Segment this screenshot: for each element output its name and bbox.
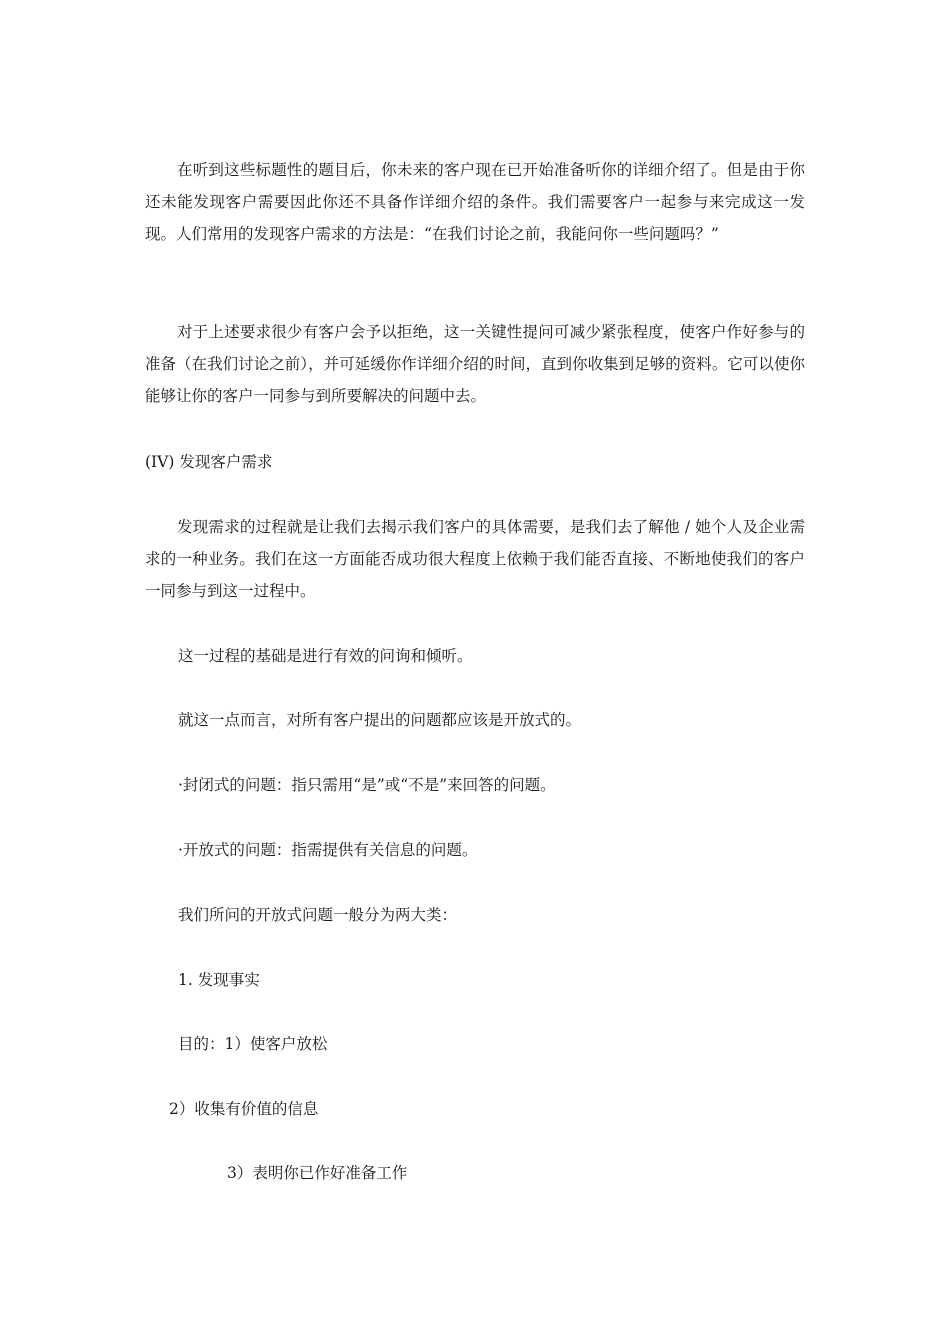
paragraph-discovery: 发现需求的过程就是让我们去揭示我们客户的具体需要，是我们去了解他 / 她个人及企业需求的一种业务。我们在这一方面能否成功很大程度上依赖于我们能否直接、不断地使我们的客户一同参与到这一过程中。 (145, 518, 805, 600)
line-two-categories: 我们所问的开放式问题一般分为两大类： (178, 906, 458, 924)
line-foundation: 这一过程的基础是进行有效的问询和倾听。 (178, 647, 473, 665)
bullet-open-question: ·开放式的问题：指需提供有关信息的问题。 (178, 841, 478, 859)
paragraph-intro: 在听到这些标题性的题目后，你未来的客户现在已开始准备听你的详细介绍了。但是由于你还未能发现客户需要因此你还不具备作详细介绍的条件。我们需要客户一起参与来完成这一发现。人们常用的发现客户需求的方法是：“在我们讨论之前，我能问你一些问题吗？” (145, 161, 805, 243)
section-heading: (IV) 发现客户需求 (145, 453, 273, 471)
purpose-item-3: 3）表明你已作好准备工作 (227, 1164, 408, 1182)
purpose-item-1: 目的：1）使客户放松 (178, 1035, 328, 1053)
list-item-find-facts: 1. 发现事实 (178, 971, 260, 989)
line-open-questions: 就这一点而言，对所有客户提出的问题都应该是开放式的。 (178, 711, 582, 729)
paragraph-refusal: 对于上述要求很少有客户会予以拒绝，这一关键性提问可减少紧张程度，使客户作好参与的准备（在我们讨论之前），并可延缓你作详细介绍的时间，直到你收集到足够的资料。它可以使你能够让你的客户一同参与到所要解决的问题中去。 (145, 323, 805, 405)
bullet-closed-question: ·封闭式的问题：指只需用“是”或“不是”来回答的问题。 (178, 776, 556, 794)
purpose-item-2: 2）收集有价值的信息 (169, 1100, 319, 1118)
